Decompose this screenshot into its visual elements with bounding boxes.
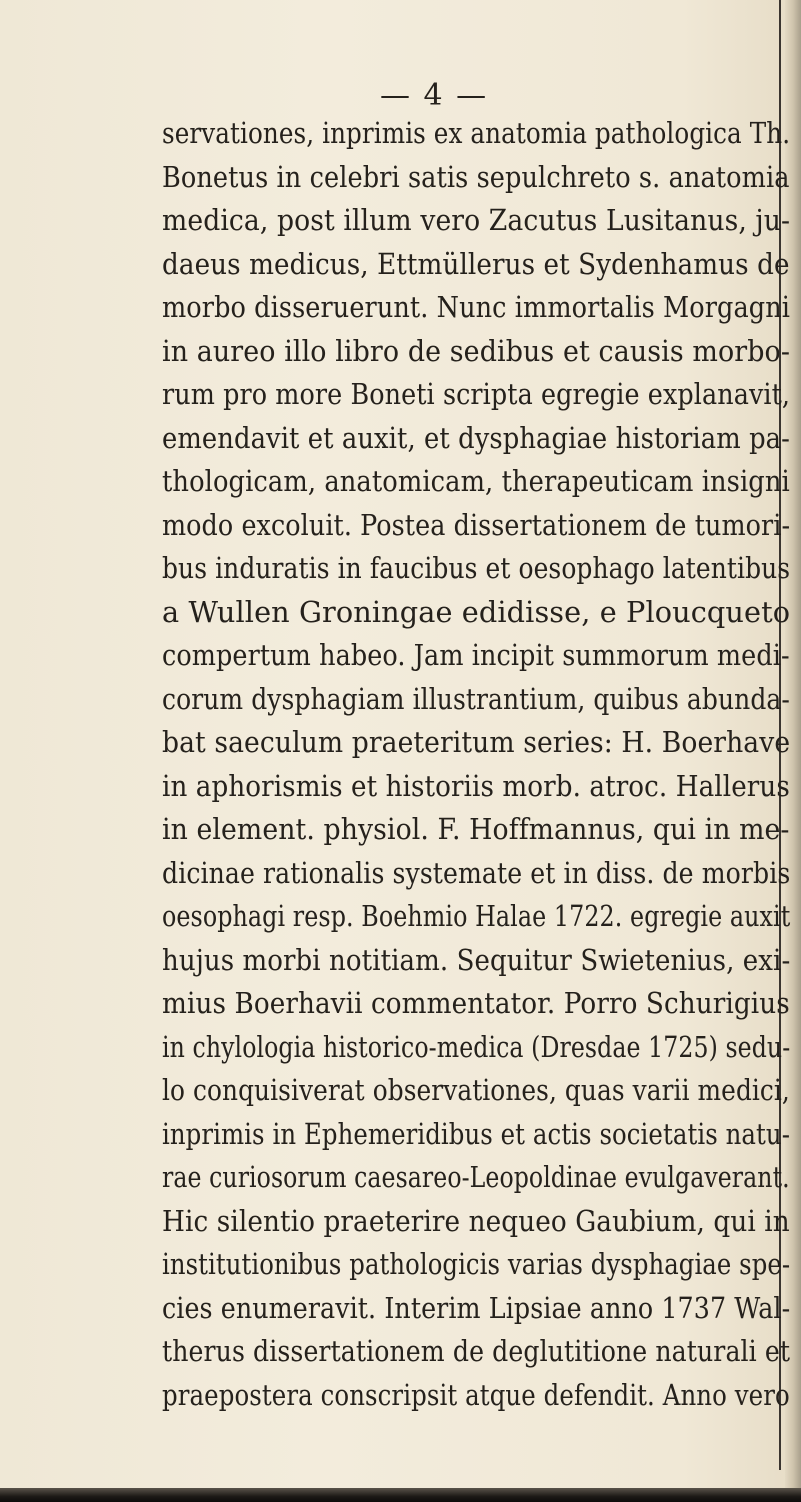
- text-line: servationes, inprimis ex anatomia pathologica Th.: [162, 116, 791, 150]
- text-line: praepostera conscripsit atque defendit. Anno vero: [162, 1377, 790, 1412]
- text-line: mius Boerhavii commentator. Porro Schurigius: [162, 986, 790, 1020]
- text-line: lo conquisiverat observationes, quas varii medici,: [162, 1073, 790, 1107]
- text-line: in aureo illo libro de sedibus et causis morbo-: [162, 333, 791, 368]
- text-line: institutionibus pathologicis varias dysphagiae spe-: [162, 1247, 791, 1281]
- text-line: rae curiosorum caesareo-Leopoldinae evulgaverant.: [162, 1160, 790, 1194]
- text-line: therus dissertationem de deglutitione naturali et: [162, 1334, 791, 1368]
- text-line: emendavit et auxit, et dysphagiae historiam pa-: [162, 420, 790, 455]
- text-line: in element. physiol. F. Hoffmannus, qui in me-: [162, 812, 790, 846]
- text-line: corum dysphagiam illustrantium, quibus abunda-: [162, 681, 790, 716]
- text-line: in chylologia historico-medica (Dresdae 1725) sedu-: [162, 1029, 791, 1064]
- text-line: morbo disseruerunt. Nunc immortalis Morgagni: [162, 290, 791, 324]
- text-line: thologicam, anatomicam, therapeuticam insigni: [162, 464, 790, 498]
- text-line: hujus morbi notitiam. Sequitur Swietenius, exi-: [162, 942, 791, 977]
- text-line: medica, post illum vero Zacutus Lusitanus, ju-: [162, 203, 791, 237]
- scan-bottom-border: [0, 1488, 801, 1502]
- text-line: oesophagi resp. Boehmio Halae 1722. egregie auxit: [162, 899, 791, 933]
- text-line: cies enumeravit. Interim Lipsiae anno 1737 Wal-: [162, 1290, 791, 1325]
- body-text: [162, 112, 790, 1417]
- text-line: bus induratis in faucibus et oesophago latentibus: [162, 551, 791, 585]
- text-line: daeus medicus, Ettmüllerus et Sydenhamus de: [162, 246, 790, 281]
- text-line: in aphorismis et historiis morb. atroc. Hallerus: [162, 768, 790, 803]
- text-line: modo excoluit. Postea dissertationem de tumori-: [162, 507, 791, 542]
- page-number-header: — 4 —: [380, 78, 489, 113]
- text-line: a Wullen Groningae edidisse, e Ploucqueto: [162, 594, 791, 629]
- text-line: Bonetus in celebri satis sepulchreto s. anatomia: [162, 159, 790, 194]
- text-line: inprimis in Ephemeridibus et actis societatis natu-: [162, 1116, 791, 1151]
- text-line: compertum habeo. Jam incipit summorum medi-: [162, 638, 790, 672]
- text-line: bat saeculum praeteritum series: H. Boerhave: [162, 725, 791, 759]
- text-line: rum pro more Boneti scripta egregie explanavit,: [162, 377, 791, 411]
- text-line: dicinae rationalis systemate et in diss. de morbis: [162, 855, 791, 890]
- text-line: Hic silentio praeterire nequeo Gaubium, qui in: [162, 1203, 790, 1238]
